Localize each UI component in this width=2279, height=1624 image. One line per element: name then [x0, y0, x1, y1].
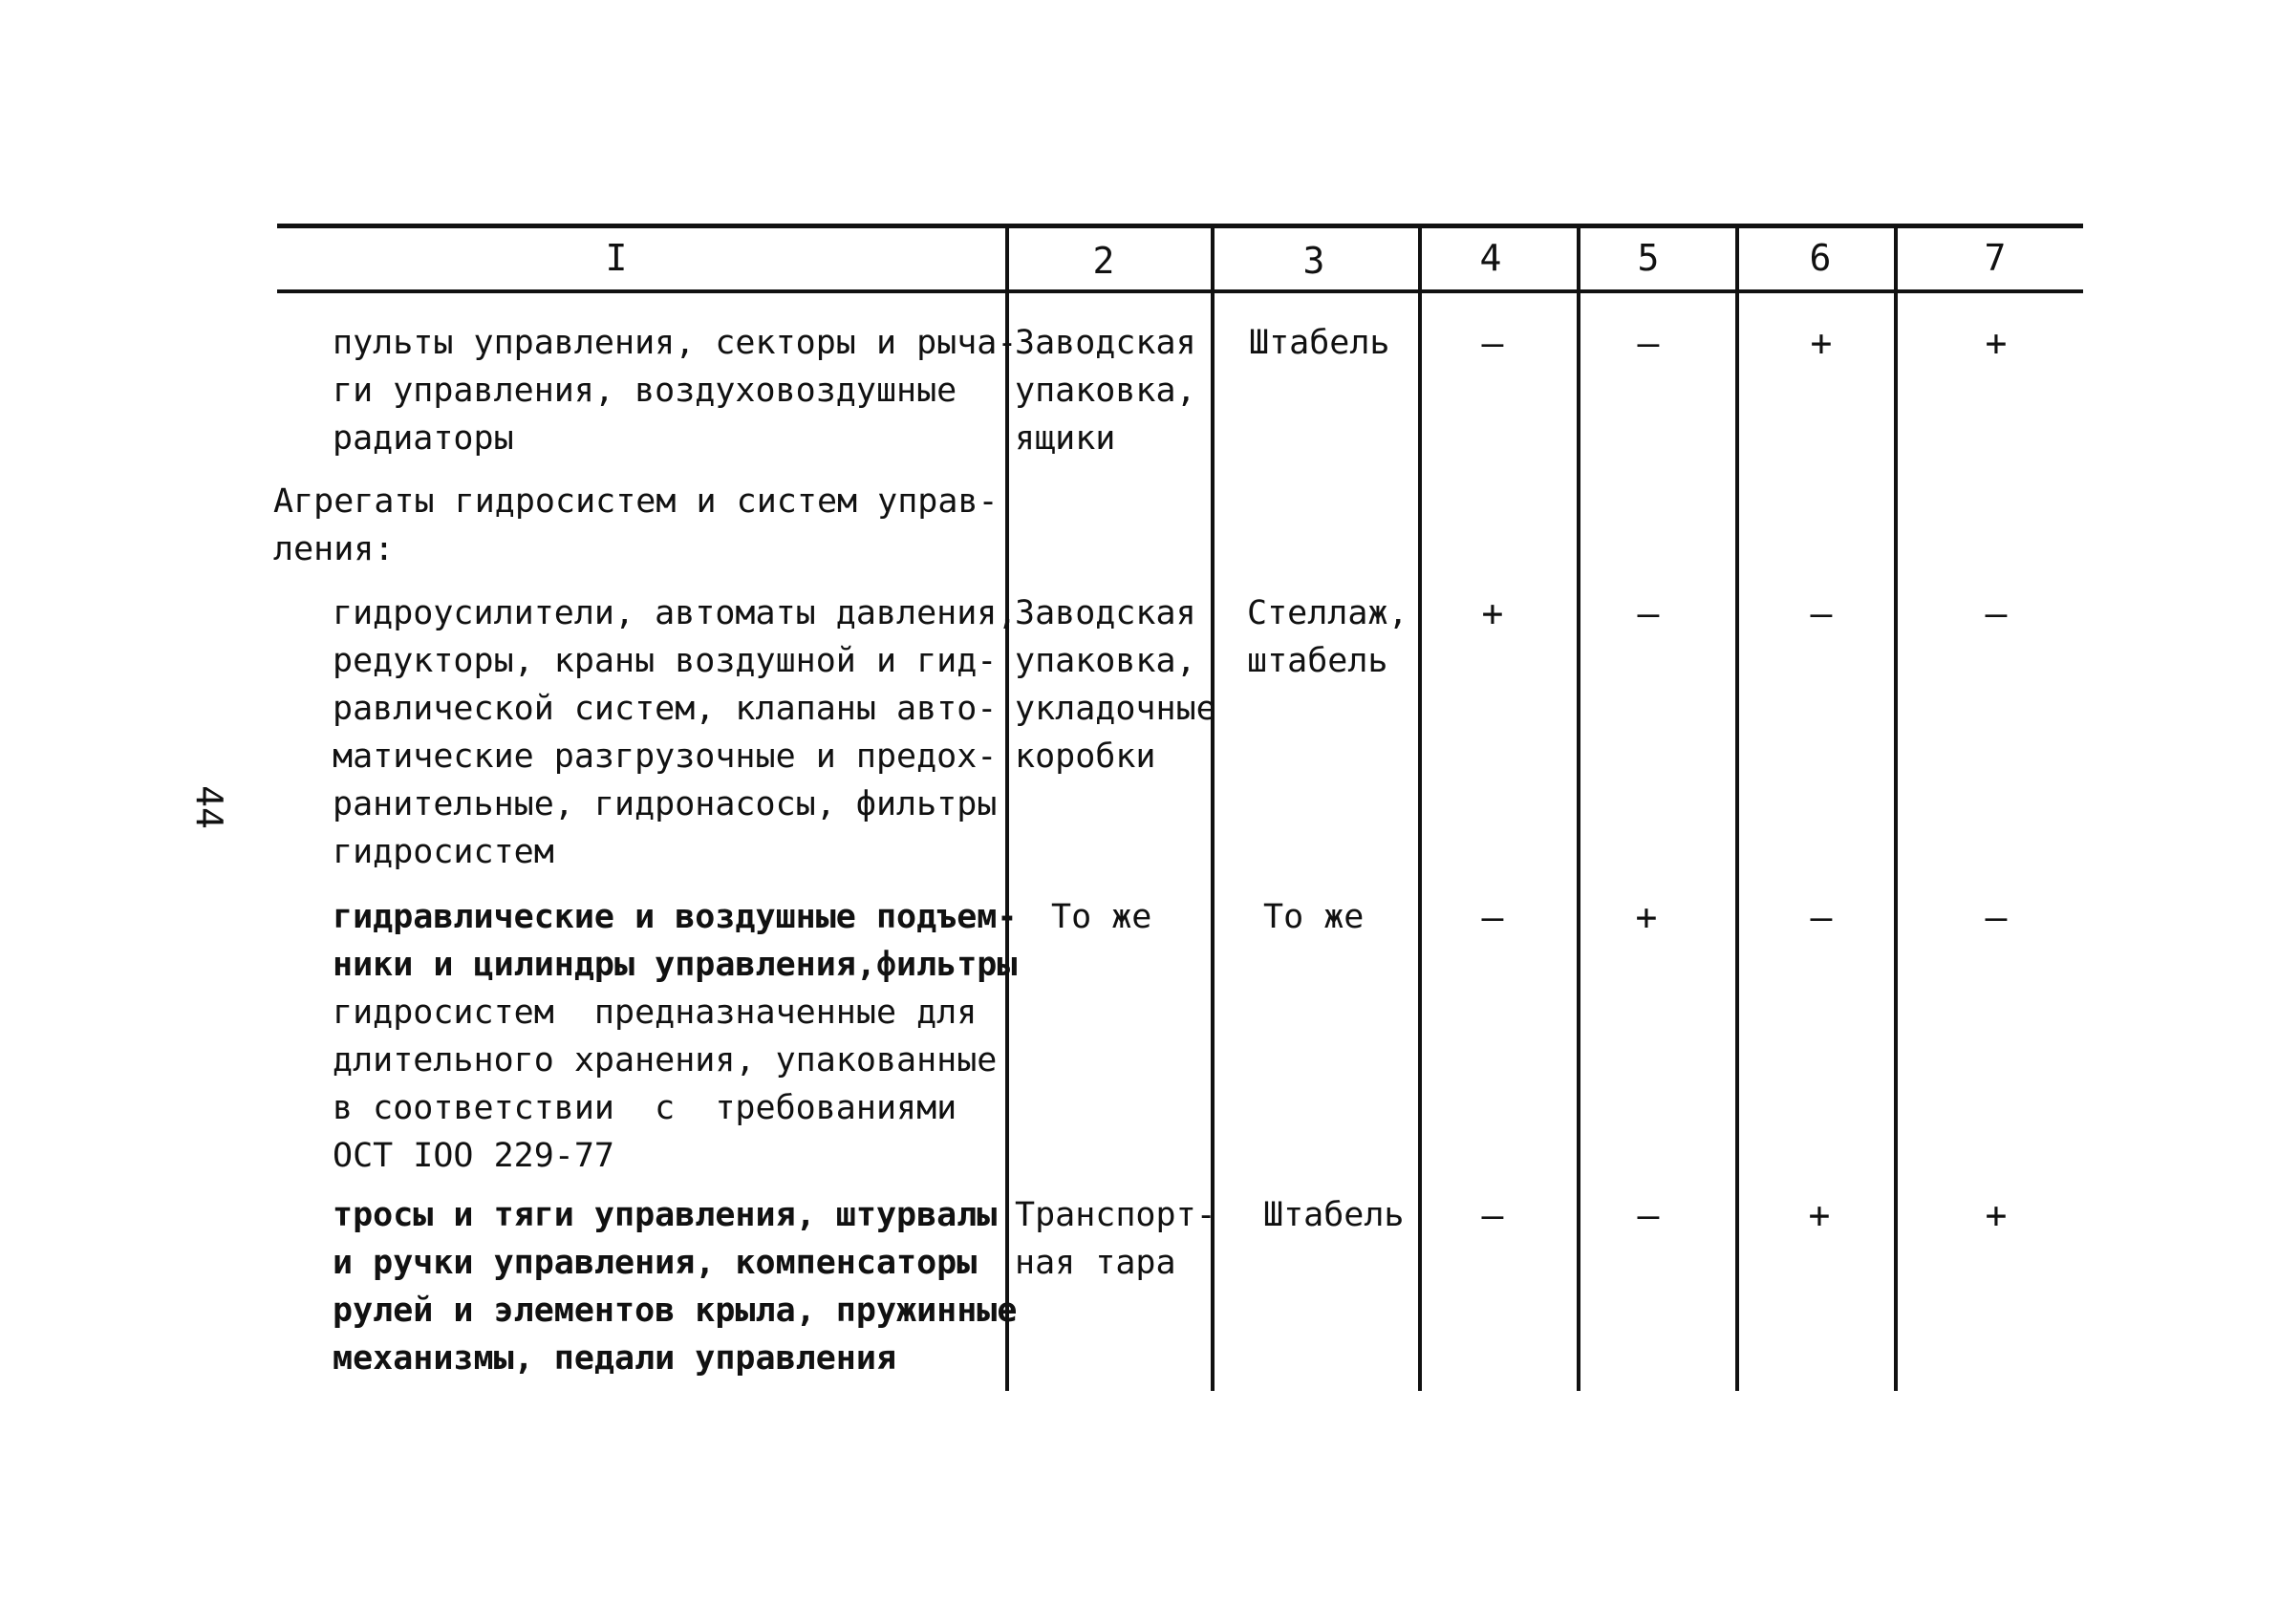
column-divider-1: [1005, 225, 1009, 1391]
row-1-storage-line-1: Штабель: [1249, 324, 1390, 362]
row-2-packaging-line-4: коробки: [1015, 737, 1156, 776]
row-3-storage-line-1: То же: [1263, 898, 1365, 936]
row-3-item-line-1: гидравлические и воздушные подъем-: [333, 898, 1018, 936]
section-heading-line-1: Агрегаты гидросистем и систем управ-: [273, 482, 999, 521]
column-divider-5: [1735, 225, 1739, 1391]
row-3-item-line-2: ники и цилиндры управления,фильтры: [333, 946, 1018, 984]
page-number: 44: [187, 785, 230, 829]
row-4-item-line-1: тросы и тяги управления, штурвалы: [333, 1196, 998, 1234]
row-2-mark-col-6: –: [1810, 592, 1833, 634]
row-2-item-line-5: ранительные, гидронасосы, фильтры: [333, 785, 998, 823]
row-1-mark-col-4: –: [1481, 322, 1504, 364]
row-3-item-line-6: ОСТ IОО 229-77: [333, 1137, 615, 1175]
header-col-2: 2: [1092, 240, 1115, 282]
row-1-item-line-1: пульты управления, секторы и рыча-: [333, 324, 1018, 362]
row-1-mark-col-6: +: [1810, 322, 1833, 364]
row-1-item-line-3: радиаторы: [333, 419, 514, 458]
row-2-item-line-1: гидроусилители, автоматы давления,: [333, 594, 1018, 632]
header-col-5: 5: [1637, 237, 1660, 279]
row-3-mark-col-5: +: [1635, 896, 1658, 938]
row-2-storage-line-1: Стеллаж,: [1247, 594, 1408, 632]
row-4-packaging-line-2: ная тара: [1015, 1244, 1176, 1282]
table-top-rule: [277, 224, 2083, 228]
row-4-item-line-3: рулей и элементов крыла, пружинные: [333, 1292, 1018, 1330]
row-2-storage-line-2: штабель: [1247, 642, 1388, 680]
header-col-4: 4: [1479, 237, 1502, 279]
row-4-mark-col-5: –: [1637, 1194, 1660, 1236]
row-3-item-line-5: в соответствии с требованиями: [333, 1089, 957, 1127]
row-2-item-line-4: матические разгрузочные и предох-: [333, 737, 998, 776]
section-heading-line-2: ления:: [273, 530, 395, 568]
row-2-packaging-line-1: Заводская: [1015, 594, 1196, 632]
header-col-3: 3: [1302, 240, 1325, 282]
row-3-item-line-4: длительного хранения, упакованные: [333, 1041, 998, 1079]
column-divider-6: [1894, 225, 1898, 1391]
row-2-mark-col-7: –: [1985, 592, 2008, 634]
row-4-mark-col-7: +: [1985, 1194, 2008, 1236]
header-col-1: I: [605, 237, 628, 279]
row-1-mark-col-5: –: [1637, 322, 1660, 364]
row-1-packaging-line-1: Заводская: [1015, 324, 1196, 362]
row-3-mark-col-6: –: [1810, 896, 1833, 938]
row-4-storage-line-1: Штабель: [1263, 1196, 1405, 1234]
row-4-item-line-4: механизмы, педали управления: [333, 1339, 897, 1378]
row-2-packaging-line-3: укладочные: [1015, 690, 1216, 728]
row-4-mark-col-6: +: [1808, 1194, 1831, 1236]
row-1-packaging-line-2: упаковка,: [1015, 372, 1196, 410]
row-2-item-line-2: редукторы, краны воздушной и гид-: [333, 642, 998, 680]
row-2-item-line-3: равлической систем, клапаны авто-: [333, 690, 998, 728]
row-3-mark-col-7: –: [1985, 896, 2008, 938]
row-3-mark-col-4: –: [1481, 896, 1504, 938]
header-col-6: 6: [1809, 237, 1832, 279]
row-2-item-line-6: гидросистем: [333, 833, 554, 871]
header-bottom-rule: [277, 289, 2083, 293]
row-2-mark-col-5: –: [1637, 592, 1660, 634]
row-1-packaging-line-3: ящики: [1015, 419, 1116, 458]
row-3-item-line-3: гидросистем предназначенные для: [333, 994, 978, 1032]
row-1-mark-col-7: +: [1985, 322, 2008, 364]
header-col-7: 7: [1984, 237, 2007, 279]
column-divider-3: [1418, 225, 1422, 1391]
row-1-item-line-2: ги управления, воздуховоздушные: [333, 372, 957, 410]
row-2-packaging-line-2: упаковка,: [1015, 642, 1196, 680]
row-4-packaging-line-1: Транспорт-: [1015, 1196, 1216, 1234]
column-divider-4: [1577, 225, 1580, 1391]
row-4-mark-col-4: –: [1481, 1194, 1504, 1236]
row-4-item-line-2: и ручки управления, компенсаторы: [333, 1244, 978, 1282]
row-3-packaging-line-1: То же: [1051, 898, 1152, 936]
row-2-mark-col-4: +: [1481, 592, 1504, 634]
